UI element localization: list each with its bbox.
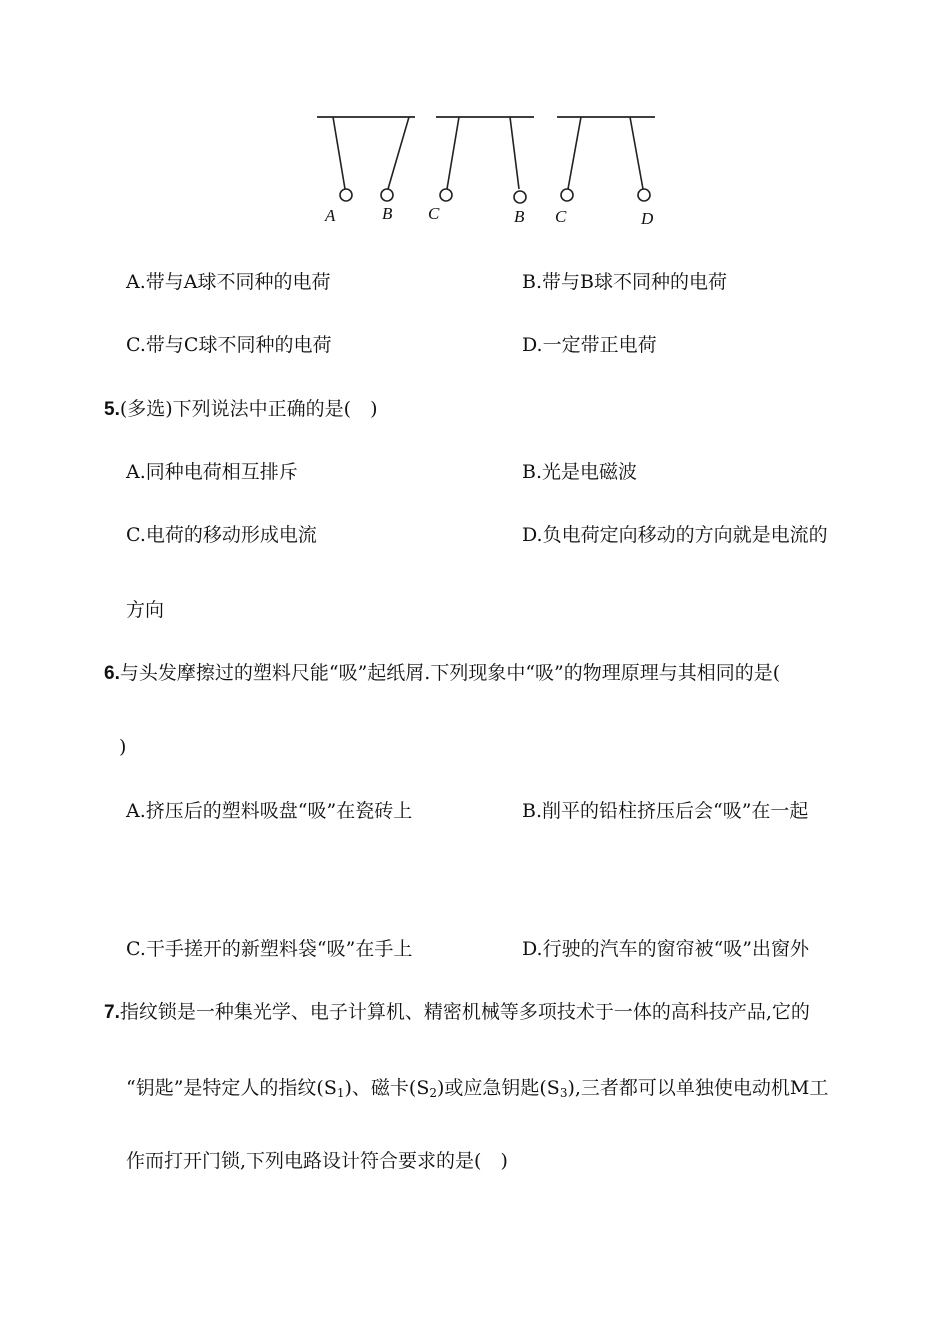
subscript-3: 3 xyxy=(559,1086,568,1100)
q6-stem-text: 与头发摩擦过的塑料尺能“吸”起纸屑.下列现象中“吸”的物理原理与其相同的是( xyxy=(119,662,781,684)
q5-stem xyxy=(104,397,378,422)
q6-stem-continued: ) xyxy=(119,736,127,758)
ball-label: A xyxy=(325,206,336,225)
q7-line2-text-b: )、磁卡(S xyxy=(344,1077,430,1099)
q7-stem xyxy=(104,1000,810,1025)
q5-number: 5. xyxy=(104,399,120,420)
q4-option-b: B.带与B球不同种的电荷 xyxy=(522,271,727,293)
ball-label: B xyxy=(382,204,393,223)
q7-number: 7. xyxy=(104,1002,120,1023)
q7-line2-text-c: )或应急钥匙(S xyxy=(436,1077,560,1099)
q6-option-a: A.挤压后的塑料吸盘“吸”在瓷砖上 xyxy=(126,800,413,822)
pendulum-pair-2 xyxy=(428,117,534,226)
q7-line2 xyxy=(126,1076,828,1105)
q4-option-a: A.带与A球不同种的电荷 xyxy=(126,271,331,293)
ball-label: C xyxy=(555,207,567,226)
q5-option-d-continued: 方向 xyxy=(126,599,165,621)
ball-label: D xyxy=(641,209,654,228)
q5-option-b: B.光是电磁波 xyxy=(522,461,638,483)
ball-label: C xyxy=(428,204,440,223)
subscript-2: 2 xyxy=(429,1086,437,1100)
q7-line3: 作而打开门锁,下列电路设计符合要求的是( ) xyxy=(126,1150,508,1172)
q6-option-b: B.削平的铅柱挤压后会“吸”在一起 xyxy=(522,800,809,822)
q7-line2-text-d: ),三者都可以单独使电动机M工 xyxy=(567,1077,829,1099)
pendulum-pair-1 xyxy=(317,117,415,225)
q6-option-d: D.行驶的汽车的窗帘被“吸”出窗外 xyxy=(522,938,810,960)
q4-option-d: D.一定带正电荷 xyxy=(522,334,657,356)
q7-line1: 指纹锁是一种集光学、电子计算机、精密机械等多项技术于一体的高科技产品,它的 xyxy=(119,1001,810,1023)
ball-label: B xyxy=(514,207,525,226)
q6-stem xyxy=(104,661,780,686)
q5-stem-text: (多选)下列说法中正确的是( ) xyxy=(119,398,378,420)
q6-number: 6. xyxy=(104,663,120,684)
q5-option-c: C.电荷的移动形成电流 xyxy=(126,524,317,546)
pendulum-pair-3 xyxy=(555,117,655,228)
pendulum-figure xyxy=(0,100,950,340)
q5-option-a: A.同种电荷相互排斥 xyxy=(126,461,298,483)
q6-option-c: C.干手搓开的新塑料袋“吸”在手上 xyxy=(126,938,413,960)
subscript-1: 1 xyxy=(336,1086,345,1100)
q5-option-d: D.负电荷定向移动的方向就是电流的 xyxy=(522,524,828,546)
q7-line2-text-a: “钥匙”是特定人的指纹(S xyxy=(126,1077,337,1099)
q4-option-c: C.带与C球不同种的电荷 xyxy=(126,334,332,356)
